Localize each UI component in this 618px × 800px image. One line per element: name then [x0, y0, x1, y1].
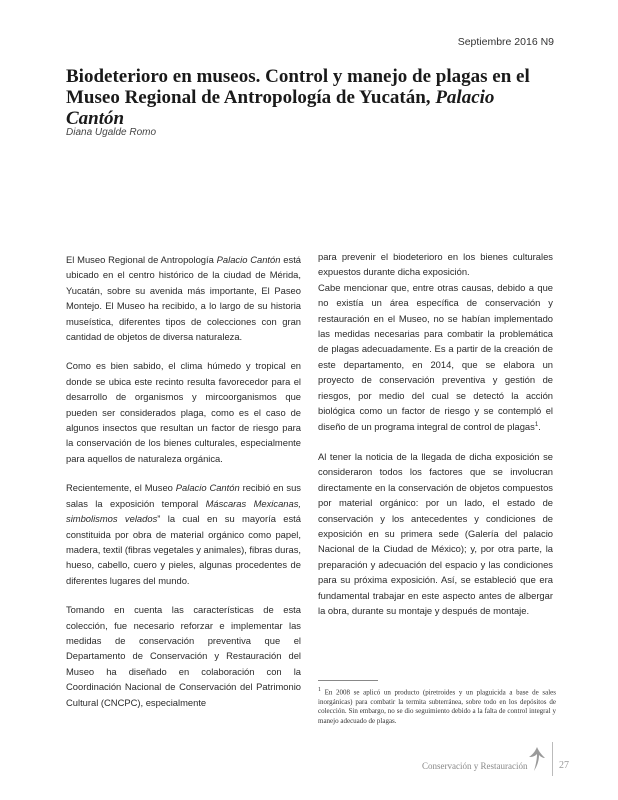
footnote-text: En 2008 se aplicó un producto (piretroides y un plaguicida a base de sales inorgánicas) para combatir la termita subterránea, sobre todo en los depósitos de colección. Sin embargo, no se dio seguimiento debido a la falta de control integral y manejo adecuado de plagas.	[318, 688, 556, 725]
paragraph-2: Como es bien sabido, el clima húmedo y tropical en donde se ubica este recinto resulta favorecedor para el desarrollo de organismos y mircoorganismos que pueden ser considerados plaga, como es el caso de algunos insectos que resultan un factor de riesgo para la conservación de los bienes culturales, especialmente para aquellos de naturaleza orgánica.	[66, 360, 301, 464]
footnote-ref[interactable]: 1	[534, 422, 539, 429]
text-run: El Museo Regional de Antropología	[66, 254, 217, 265]
footnote-divider	[318, 680, 378, 681]
text-run: recibió en sus salas la exposición temporal	[66, 482, 301, 509]
paragraph-3	[66, 480, 301, 588]
text-run: ” la cual en su mayoría está constituida por obra de material orgánico como papel, madera, textil (fibras vegetales y animales), fibras duras, hueso, cabello, cuero y pieles, algunas procedentes de diferentes lugares del mundo.	[66, 513, 301, 586]
paragraph-4: Tomando en cuenta las características de esta colección, fue necesario reforzar e implementar las medidas de conservación preventiva que el Departamento de Conservación y Restauración del Museo ha diseñado en colaboración con la Coordinación Nacional de Conservación del Patrimonio Cultural (CNCPC), especialmente	[66, 604, 301, 708]
footer-divider	[552, 742, 553, 776]
page-number: 27	[559, 760, 569, 771]
author-name: Diana Ugalde Romo	[66, 127, 157, 138]
text-run: Cabe mencionar que, entre otras causas, debido a que no existía un área específica de conservación y restauración en el Museo, no se habían implementado las medidas necesarias para combatir la problemática de plagas adecuadamente. Es a partir de la creación de este departamento, en 2014, que se elabora un proyecto de conservación preventiva y gestión de riesgos, por medio del cual se detectó la acción biológica como un factor de riesgo y se contempló el diseño de un programa integral de control de plagas	[318, 281, 553, 433]
paragraph-5: para prevenir el biodeterioro en los bienes culturales expuestos durante dicha exposición.	[318, 251, 553, 278]
title-italic: Palacio Cantón	[66, 87, 495, 129]
footnote-marker: 1	[318, 687, 321, 693]
title-main: Biodeterioro en museos. Control y manejo de plagas en el Museo Regional de Antropología de Yucatán,	[66, 66, 530, 108]
text-run: .	[538, 421, 541, 433]
body-column-right	[318, 249, 553, 632]
text-italic: Máscaras Mexicanas, simbolismos velados	[66, 497, 302, 525]
paragraph-7: Al tener la noticia de la llegada de dicha exposición se consideraron todos los factores que se involucran directamente en la conservación de objetos compuestos por material orgánico: por un lado, el estado de conservación y los antecedentes y condiciones de exposición en su primera sede (Galería del palacio Nacional de la Ciudad de México); y, por otra parte, la preparación y adecuación del espacio y las condiciones para su próxima exposición. Así, se estableció que era fundamental trabajar en este aspecto antes de albergar la obra, durante su montaje y después de montaje.	[318, 451, 553, 617]
paragraph-6	[318, 280, 553, 435]
issue-label: Septiembre 2016 N9	[457, 36, 554, 48]
journal-name: Conservación y Restauración	[422, 761, 528, 771]
text-italic: Palacio Cantón	[175, 482, 240, 494]
text-italic: Palacio Cantón	[216, 254, 281, 265]
body-column-left	[66, 252, 301, 724]
paragraph-1	[66, 252, 301, 344]
text-run: está ubicado en el centro histórico de la ciudad de Mérida, Yucatán, sobre su avenida más importante, El Paseo Montejo. El Museo ha recibido, a lo largo de su historia museística, diferentes tipos de colecciones con gran cantidad de objetos de diversa naturaleza.	[66, 254, 302, 343]
bird-logo-icon	[528, 745, 546, 773]
article-title	[66, 66, 556, 129]
footnote	[318, 686, 556, 726]
text-run: Recientemente, el Museo	[66, 482, 176, 494]
